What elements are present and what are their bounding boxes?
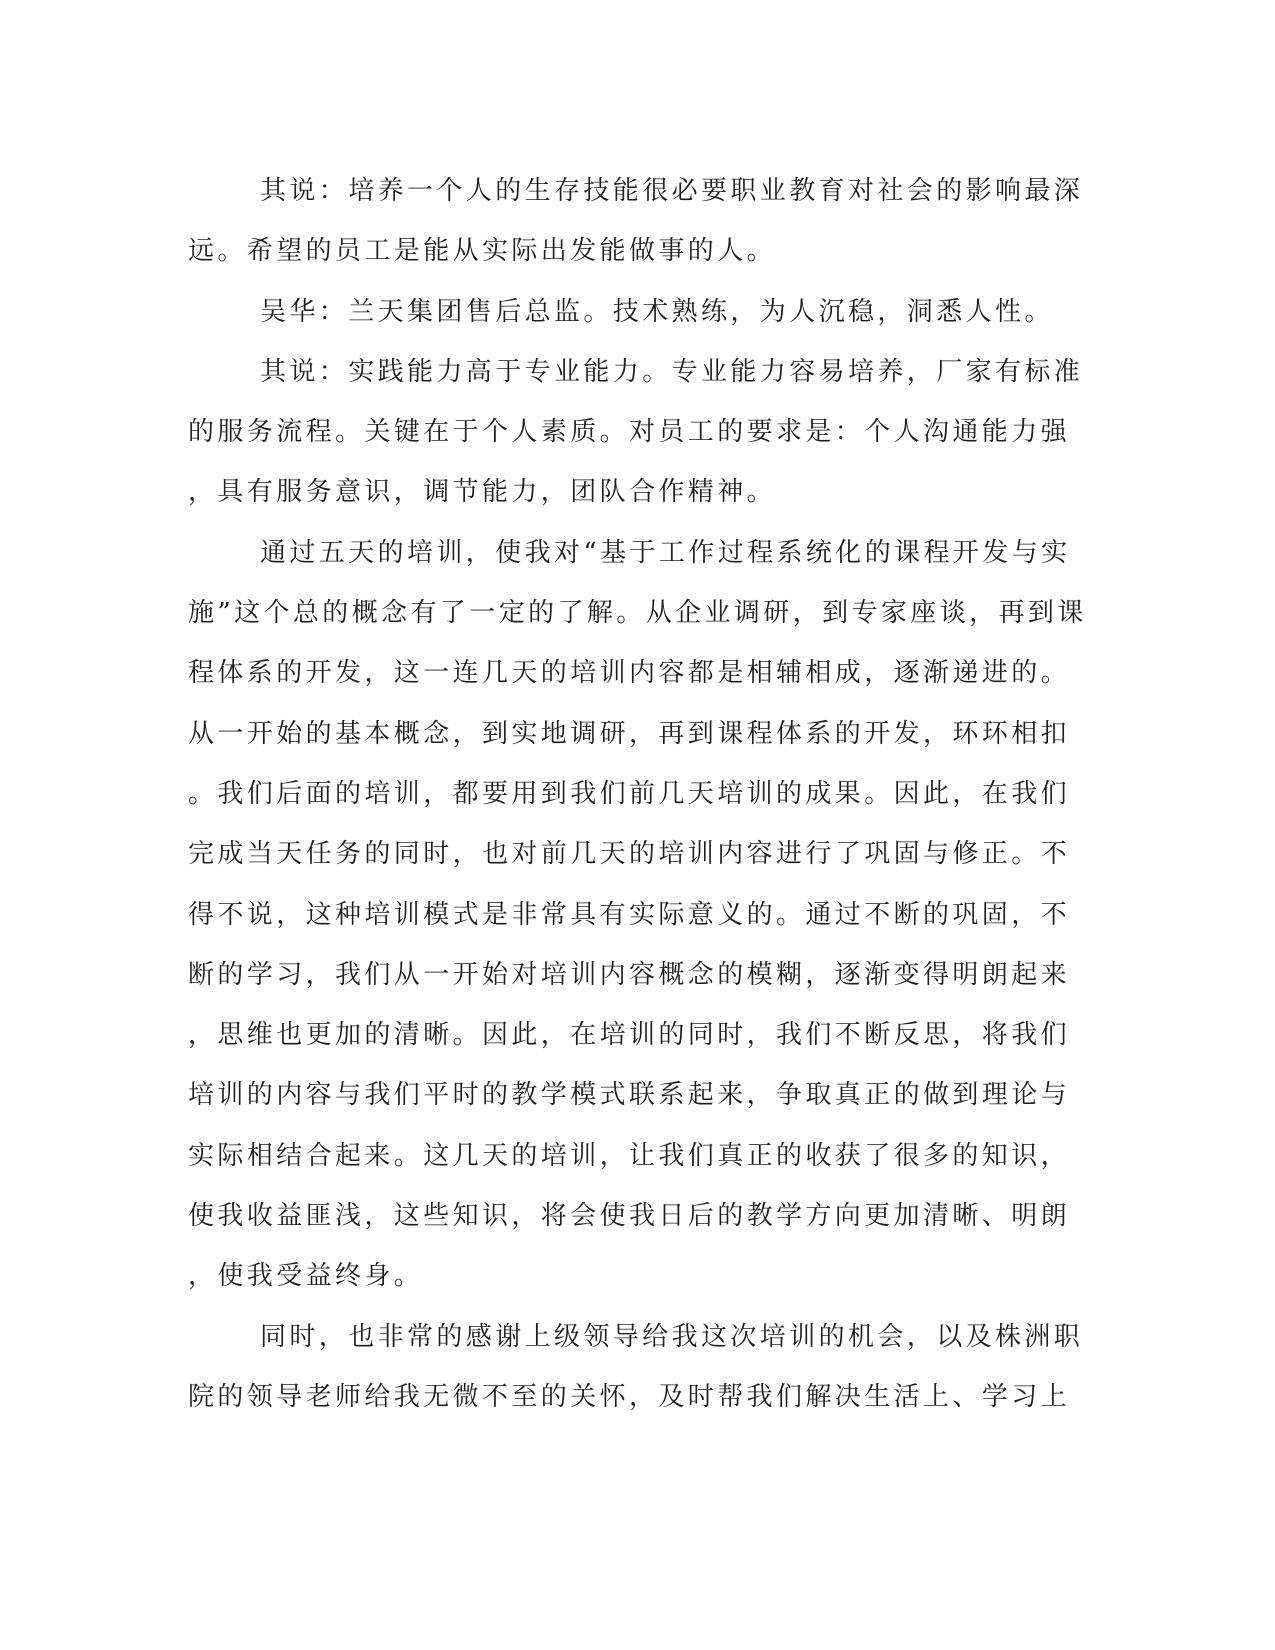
text-line: 远。希望的员工是能从实际出发能做事的人。 <box>188 236 777 267</box>
text-line: 院的领导老师给我无微不至的关怀，及时帮我们解决生活上、学习上 <box>188 1381 1071 1412</box>
text-line: 实际相结合起来。这几天的培训，让我们真正的收获了很多的知识， <box>188 1140 1071 1171</box>
paragraph-first-line: 吴华：兰天集团售后总监。技术熟练，为人沉稳，洞悉人性。 <box>260 296 1054 327</box>
paragraph-first-line: 其说：培养一个人的生存技能很必要职业教育对社会的影响最深 <box>260 176 1084 206</box>
text-line: 断的学习，我们从一开始对培训内容概念的模糊，逐渐变得明朗起来 <box>188 959 1071 990</box>
text-line: 从一开始的基本概念，到实地调研，再到课程体系的开发，环环相扣 <box>188 718 1071 749</box>
text-line: ，思维也更加的清晰。因此，在培训的同时，我们不断反思，将我们 <box>188 1020 1071 1051</box>
text-line: 。我们后面的培训，都要用到我们前几天培训的成果。因此，在我们 <box>188 778 1071 809</box>
text-line: 完成当天任务的同时，也对前几天的培训内容进行了巩固与修正。不 <box>188 839 1071 870</box>
text-line: 施”这个总的概念有了一定的了解。从企业调研，到专家座谈，再到课 <box>188 598 1087 629</box>
text-line: 得不说，这种培训模式是非常具有实际意义的。通过不断的巩固，不 <box>188 899 1071 930</box>
text-line: ，使我受益终身。 <box>188 1261 424 1292</box>
paragraph-first-line: 通过五天的培训，使我对“基于工作过程系统化的课程开发与实 <box>260 537 1071 568</box>
text-line: 使我收益匪浅，这些知识，将会使我日后的教学方向更加清晰、明朗 <box>188 1201 1071 1232</box>
text-line: 培训的内容与我们平时的教学模式联系起来，争取真正的做到理论与 <box>188 1080 1071 1111</box>
document-body <box>188 161 1087 1427</box>
text-line: 程体系的开发，这一连几天的培训内容都是相辅相成，逐渐递进的。 <box>188 658 1071 689</box>
paragraph-first-line: 其说：实践能力高于专业能力。专业能力容易培养，厂家有标准 <box>260 356 1084 387</box>
paragraph-first-line: 同时，也非常的感谢上级领导给我这次培训的机会，以及株洲职 <box>260 1321 1084 1352</box>
text-line: 的服务流程。关键在于个人素质。对员工的要求是：个人沟通能力强 <box>188 417 1071 448</box>
text-line: ，具有服务意识，调节能力，团队合作精神。 <box>188 477 777 508</box>
